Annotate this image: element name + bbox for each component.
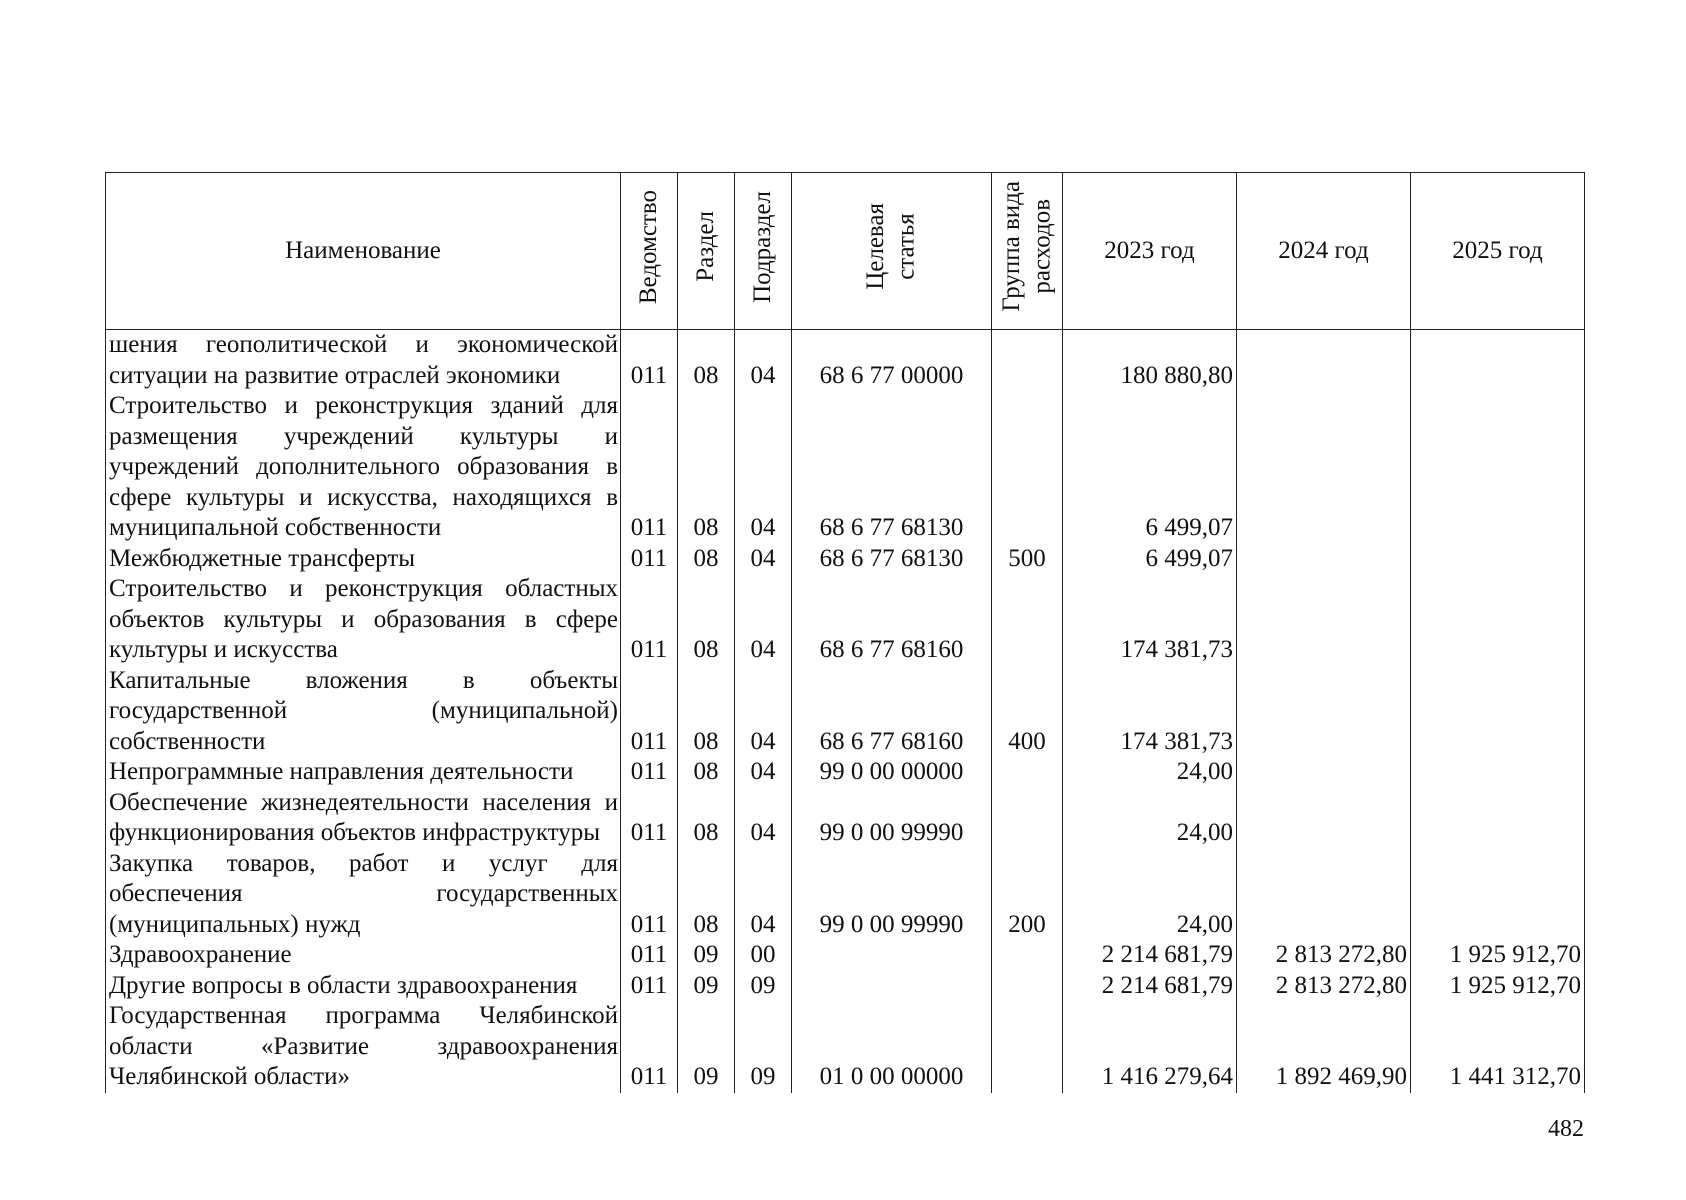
table-row <box>106 666 1585 758</box>
row-target-article-cell: 68 6 77 68160 <box>792 666 992 758</box>
row-amount-2025-cell <box>1411 666 1585 758</box>
table-row <box>106 757 1585 788</box>
row-subsection-cell: 04 <box>735 544 792 575</box>
row-section-cell: 08 <box>678 666 735 758</box>
row-department-cell: 011 <box>621 666 678 758</box>
row-amount-2025-cell <box>1411 788 1585 849</box>
table-row <box>106 788 1585 849</box>
row-name-cell: Обеспечение жизнедеятельности населения и функционирования объектов инфраструктуры <box>106 788 621 849</box>
row-expense-group-cell <box>992 391 1063 544</box>
row-amount-2024-cell <box>1237 849 1411 941</box>
table-row <box>106 940 1585 971</box>
row-expense-group-cell <box>992 330 1063 392</box>
row-target-article-cell <box>792 971 992 1002</box>
row-section-cell: 08 <box>678 391 735 544</box>
row-section-cell: 09 <box>678 940 735 971</box>
row-amount-2024-cell: 2 813 272,80 <box>1237 940 1411 971</box>
row-amount-2023-cell: 2 214 681,79 <box>1063 940 1237 971</box>
row-amount-2023-cell: 1 416 279,64 <box>1063 1001 1237 1093</box>
row-department-cell: 011 <box>621 849 678 941</box>
row-subsection-cell: 04 <box>735 666 792 758</box>
row-amount-2025-cell: 1 925 912,70 <box>1411 971 1585 1002</box>
header-department: Ведомство <box>621 173 678 330</box>
row-amount-2024-cell <box>1237 666 1411 758</box>
header-expense-group: Группа вида расходов <box>992 173 1063 330</box>
header-year-2023: 2023 год <box>1063 173 1237 330</box>
page-number: 482 <box>1548 1116 1584 1142</box>
row-name-cell: Непрограммные направления деятельности <box>106 757 621 788</box>
row-subsection-cell: 04 <box>735 391 792 544</box>
row-subsection-cell: 04 <box>735 574 792 666</box>
row-amount-2023-cell: 24,00 <box>1063 788 1237 849</box>
header-subsection: Подраздел <box>735 173 792 330</box>
row-section-cell: 09 <box>678 971 735 1002</box>
row-name-cell: Другие вопросы в области здравоохранения <box>106 971 621 1002</box>
row-expense-group-cell <box>992 757 1063 788</box>
row-amount-2024-cell <box>1237 757 1411 788</box>
row-name-cell: Строительство и реконструкция зданий для размещения учреждений культуры и учреждений дополнительного образования в сфере культуры и искусства, находящихся в муниципальной собственности <box>106 391 621 544</box>
row-expense-group-cell: 400 <box>992 666 1063 758</box>
row-expense-group-cell <box>992 971 1063 1002</box>
row-amount-2024-cell: 2 813 272,80 <box>1237 971 1411 1002</box>
row-name-cell: шения геополитической и экономической ситуации на развитие отраслей экономики <box>106 330 621 392</box>
budget-table <box>105 172 1585 1093</box>
row-subsection-cell: 04 <box>735 757 792 788</box>
row-target-article-cell <box>792 940 992 971</box>
row-expense-group-cell <box>992 574 1063 666</box>
row-amount-2025-cell <box>1411 544 1585 575</box>
table-row <box>106 1001 1585 1093</box>
row-expense-group-cell <box>992 788 1063 849</box>
table-row <box>106 849 1585 941</box>
row-amount-2023-cell: 6 499,07 <box>1063 544 1237 575</box>
row-amount-2025-cell <box>1411 849 1585 941</box>
row-name-cell: Межбюджетные трансферты <box>106 544 621 575</box>
row-amount-2023-cell: 180 880,80 <box>1063 330 1237 392</box>
row-name-cell: Закупка товаров, работ и услуг для обеспечения государственных (муниципальных) нужд <box>106 849 621 941</box>
row-subsection-cell: 00 <box>735 940 792 971</box>
header-section: Раздел <box>678 173 735 330</box>
row-department-cell: 011 <box>621 940 678 971</box>
row-name-cell: Строительство и реконструкция областных объектов культуры и образования в сфере культуры и искусства <box>106 574 621 666</box>
row-target-article-cell: 68 6 77 68130 <box>792 544 992 575</box>
row-name-cell: Капитальные вложения в объекты государственной (муниципальной) собственности <box>106 666 621 758</box>
row-amount-2024-cell: 1 892 469,90 <box>1237 1001 1411 1093</box>
row-target-article-cell: 99 0 00 99990 <box>792 849 992 941</box>
row-section-cell: 08 <box>678 330 735 392</box>
row-amount-2023-cell: 2 214 681,79 <box>1063 971 1237 1002</box>
table-row <box>106 391 1585 544</box>
row-department-cell: 011 <box>621 1001 678 1093</box>
row-department-cell: 011 <box>621 788 678 849</box>
row-target-article-cell: 68 6 77 68160 <box>792 574 992 666</box>
row-department-cell: 011 <box>621 544 678 575</box>
row-name-cell: Здравоохранение <box>106 940 621 971</box>
row-section-cell: 08 <box>678 757 735 788</box>
row-expense-group-cell: 500 <box>992 544 1063 575</box>
row-amount-2024-cell <box>1237 574 1411 666</box>
row-amount-2025-cell <box>1411 574 1585 666</box>
row-subsection-cell: 09 <box>735 1001 792 1093</box>
row-expense-group-cell: 200 <box>992 849 1063 941</box>
header-year-2025: 2025 год <box>1411 173 1585 330</box>
row-amount-2025-cell <box>1411 330 1585 392</box>
row-department-cell: 011 <box>621 574 678 666</box>
table-row <box>106 971 1585 1002</box>
row-amount-2024-cell <box>1237 391 1411 544</box>
table-row <box>106 544 1585 575</box>
header-name: Наименование <box>106 173 621 330</box>
row-section-cell: 08 <box>678 544 735 575</box>
row-expense-group-cell <box>992 1001 1063 1093</box>
row-amount-2023-cell: 6 499,07 <box>1063 391 1237 544</box>
row-amount-2025-cell: 1 925 912,70 <box>1411 940 1585 971</box>
row-section-cell: 08 <box>678 849 735 941</box>
row-amount-2025-cell <box>1411 757 1585 788</box>
row-amount-2023-cell: 24,00 <box>1063 757 1237 788</box>
row-department-cell: 011 <box>621 391 678 544</box>
row-department-cell: 011 <box>621 757 678 788</box>
row-target-article-cell: 99 0 00 00000 <box>792 757 992 788</box>
row-amount-2024-cell <box>1237 330 1411 392</box>
row-department-cell: 011 <box>621 971 678 1002</box>
row-subsection-cell: 04 <box>735 330 792 392</box>
table-row <box>106 330 1585 392</box>
row-amount-2023-cell: 174 381,73 <box>1063 666 1237 758</box>
row-subsection-cell: 04 <box>735 849 792 941</box>
row-name-cell: Государственная программа Челябинской области «Развитие здравоохранения Челябинской области» <box>106 1001 621 1093</box>
row-subsection-cell: 09 <box>735 971 792 1002</box>
row-section-cell: 09 <box>678 1001 735 1093</box>
row-target-article-cell: 99 0 00 99990 <box>792 788 992 849</box>
row-amount-2024-cell <box>1237 788 1411 849</box>
row-amount-2023-cell: 24,00 <box>1063 849 1237 941</box>
table-body <box>106 330 1585 1093</box>
row-expense-group-cell <box>992 940 1063 971</box>
row-amount-2025-cell <box>1411 391 1585 544</box>
row-target-article-cell: 01 0 00 00000 <box>792 1001 992 1093</box>
row-target-article-cell: 68 6 77 68130 <box>792 391 992 544</box>
header-year-2024: 2024 год <box>1237 173 1411 330</box>
table-row <box>106 574 1585 666</box>
header-target-article: Целевая статья <box>792 173 992 330</box>
row-target-article-cell: 68 6 77 00000 <box>792 330 992 392</box>
row-section-cell: 08 <box>678 788 735 849</box>
row-department-cell: 011 <box>621 330 678 392</box>
row-section-cell: 08 <box>678 574 735 666</box>
row-amount-2023-cell: 174 381,73 <box>1063 574 1237 666</box>
row-amount-2025-cell: 1 441 312,70 <box>1411 1001 1585 1093</box>
row-amount-2024-cell <box>1237 544 1411 575</box>
row-subsection-cell: 04 <box>735 788 792 849</box>
header-row <box>106 173 1585 330</box>
